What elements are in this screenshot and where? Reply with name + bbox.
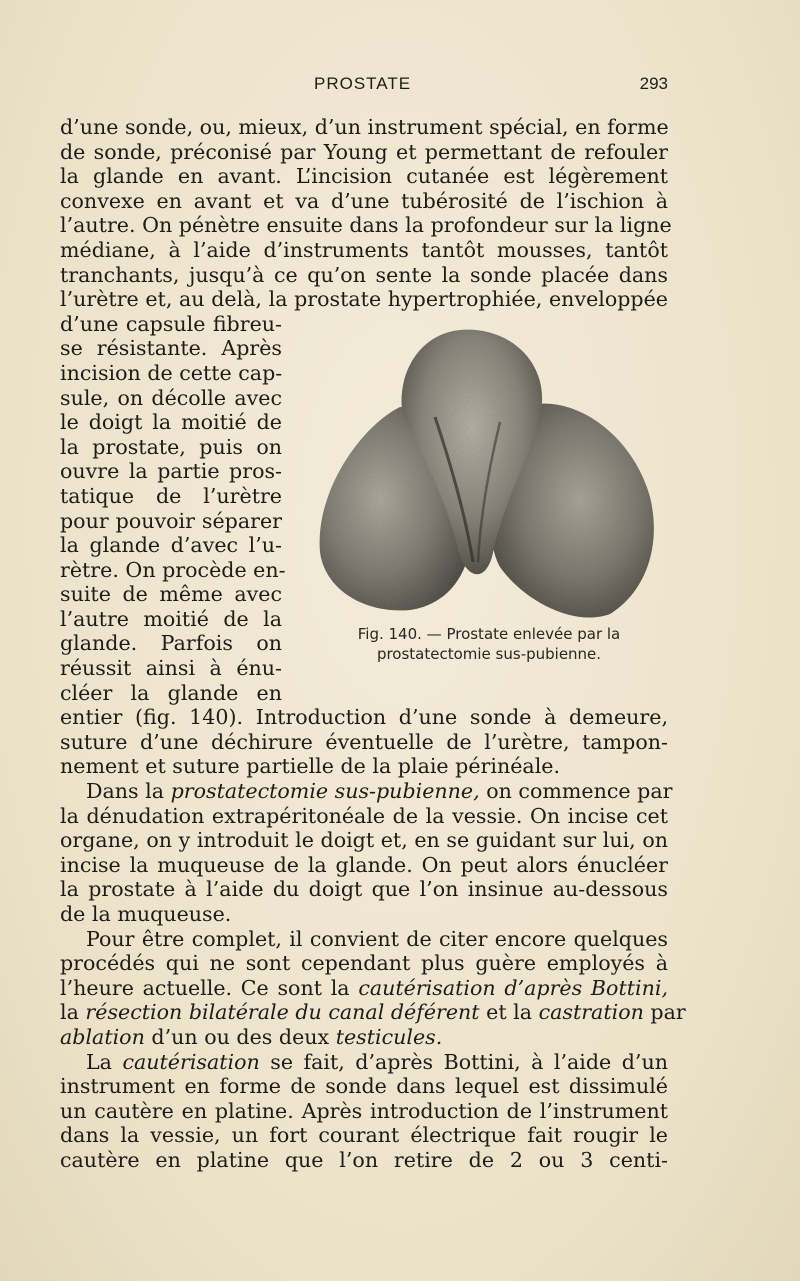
text-line: la prostate à l’aide du doigt que l’on insinue au-dessous — [60, 877, 668, 902]
text-run: par — [643, 1000, 686, 1025]
figure-140 — [310, 322, 668, 672]
text-line: de sonde, préconisé par Young et permettant de refouler — [60, 139, 668, 164]
text-run: et la — [479, 1000, 539, 1025]
text-line: la glande d’avec l’u- — [60, 533, 282, 558]
text-line: l’autre. On pénètre ensuite dans la profondeur sur la ligne — [60, 213, 672, 238]
text-line: cautère en platine que l’on retire de 2 ou 3 centi- — [60, 1147, 668, 1172]
text-line: dans la vessie, un fort courant électrique fait rougir le — [60, 1123, 668, 1148]
text-line — [60, 1050, 668, 1075]
text-line: sule, on décolle avec — [60, 385, 282, 410]
text-line: tatique de l’urètre — [60, 483, 282, 508]
italic-run: ablation — [60, 1024, 145, 1049]
text-line: la glande en avant. L’incision cutanée est légèrement — [60, 164, 668, 189]
italic-run: testicules. — [335, 1024, 443, 1049]
text-line: nement et suture partielle de la plaie périnéale. — [60, 754, 561, 779]
text-run: d’un ou des deux — [144, 1024, 336, 1049]
text-run: Dans la — [86, 779, 171, 804]
text-line: l’autre moitié de la — [60, 606, 282, 631]
text-line: cléer la glande en — [60, 680, 282, 705]
prostate-illustration — [310, 322, 668, 622]
italic-run: cautérisation d’après Bottini, — [358, 975, 668, 1000]
italic-run: résection bilatérale du canal déférent — [85, 1000, 480, 1025]
text-line — [60, 1000, 686, 1025]
text-run: se fait, d’après Bottini, à l’aide d’un — [259, 1049, 668, 1074]
text-line: pour pouvoir séparer — [60, 508, 282, 533]
text-line: incise la muqueuse de la glande. On peut alors énucléer — [60, 852, 668, 877]
text-line: médiane, à l’aide d’instruments tantôt mousses, tantôt — [60, 237, 668, 262]
figure-caption — [310, 624, 668, 664]
text-line: procédés qui ne sont cependant plus guère employés à — [60, 951, 668, 976]
text-line: suture d’une déchirure éventuelle de l’urètre, tampon- — [60, 729, 668, 754]
text-line: Pour être complet, il convient de citer encore quelques — [86, 926, 668, 951]
text-line: le doigt la moitié de — [60, 410, 282, 435]
text-line: incision de cette cap- — [60, 360, 283, 385]
text-line: un cautère en platine. Après introduction de l’instrument — [60, 1098, 668, 1123]
page-number: 293 — [639, 74, 668, 93]
text-run: on commence par — [479, 779, 673, 804]
text-run: la — [60, 1000, 86, 1025]
text-line: la dénudation extrapéritonéale de la vessie. On incise cet — [60, 803, 668, 828]
italic-run: castration — [538, 1000, 644, 1025]
caption-line: Fig. 140. — Prostate enlevée par la — [357, 625, 621, 643]
italic-run: prostatectomie sus-pubienne, — [170, 779, 480, 804]
text-line: de la muqueuse. — [60, 902, 232, 926]
text-line: réussit ainsi à énu- — [60, 656, 282, 681]
text-line: d’une capsule fibreu- — [60, 311, 282, 336]
running-header — [60, 74, 668, 100]
text-line: entier (fig. 140). Introduction d’une sonde à demeure, — [60, 705, 668, 730]
text-line: glande. Parfois on — [60, 631, 282, 656]
text-line: l’urètre et, au delà, la prostate hypertrophiée, enveloppée — [60, 287, 668, 312]
text-line: d’une sonde, ou, mieux, d’un instrument spécial, en forme — [60, 115, 669, 139]
text-line: convexe en avant et va d’une tubérosité de l’ischion à — [60, 188, 668, 213]
text-run: l’heure actuelle. Ce sont la — [60, 975, 359, 1000]
text-line — [60, 1025, 668, 1050]
caption-line: prostatectomie sus-pubienne. — [376, 645, 602, 663]
text-line: instrument en forme de sonde dans lequel est dissimulé — [60, 1074, 668, 1099]
running-title: PROSTATE — [314, 74, 412, 93]
text-line: organe, on y introduit le doigt et, en se guidant sur lui, on — [60, 828, 668, 853]
text-line: tranchants, jusqu’à ce qu’on sente la sonde placée dans — [60, 262, 668, 287]
text-line — [60, 779, 673, 804]
text-line: rètre. On procède en- — [60, 557, 286, 582]
text-line: ouvre la partie pros- — [60, 459, 282, 484]
italic-run: cautérisation — [122, 1049, 260, 1074]
text-line — [60, 976, 668, 1001]
text-line: se résistante. Après — [60, 336, 282, 361]
text-line: la prostate, puis on — [60, 434, 282, 459]
text-line: suite de même avec — [60, 582, 282, 607]
text-run: La — [86, 1049, 123, 1074]
